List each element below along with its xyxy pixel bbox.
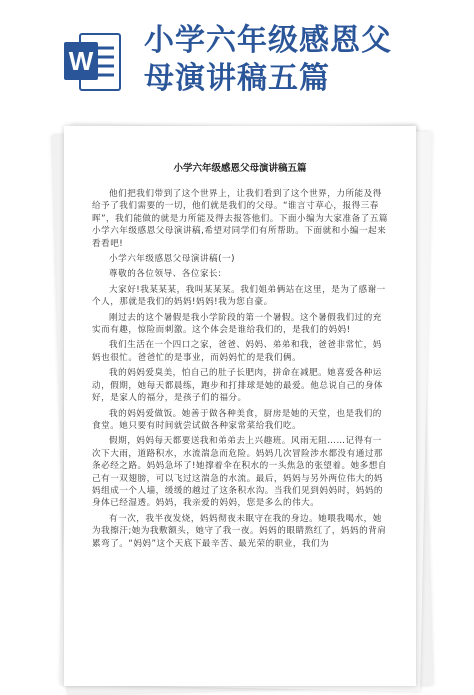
document-title: 小学六年级感恩父母演讲稿五篇 <box>173 163 307 174</box>
document-body <box>92 188 388 553</box>
word-document-icon <box>62 30 122 94</box>
paragraph: 我的妈妈爱做饭。她善于做各种美食，厨房是她的天堂，也是我们的食堂。她只要有时间就尝试做各种家常菜给我们吃。 <box>92 408 382 431</box>
header-banner <box>0 0 474 110</box>
page-title-line-2: 母演讲稿五篇 <box>144 61 330 96</box>
paragraph: 刚过去的这个暑假是我小学阶段的第一个暑假。这个暑假我们过的充实而有趣，惊险而刺激。这个体会是谁给我们的，是我们的妈妈! <box>92 312 382 336</box>
paragraph: 大家好!我某某某，我叫某某某。我们姐弟俩站在这里，是为了感谢一个人，那就是我们的妈妈!妈妈!我为您自豪。 <box>92 284 386 308</box>
page-title-line-1: 小学六年级感恩父 <box>144 23 392 58</box>
paragraph: 假期，妈妈每天都要送我和弟弟去上兴趣班。风雨无阻……记得有一次下大雨，道路积水，水流湍急而危险。妈妈几次冒险涉水都没有通过那条必经之路。妈妈急坏了!她撑着伞在积水的一头焦急的张望着。她多想自己有一双翅膀，可以飞过这湍急的水流。最后，妈妈与另外两位伟大的妈妈组成一个人墙，缓缓的越过了这条积水沟。当我们见到妈妈时，妈妈的身体已经湿透。妈妈，我亲爱的妈妈，您是多么的伟大。 <box>92 436 387 509</box>
salutation: 尊敬的各位领导、各位家长: <box>109 269 222 280</box>
paragraph: 我的妈妈爱臭美，怕自己的肚子长肥肉，拼命在减肥。她喜爱各种运动，假期，她每天都晨练，跑步和打排球是她的最爱。他总说自己的身体好，是家人的福分，是孩子们的福分。 <box>92 368 384 404</box>
section-heading: 小学六年级感恩父母演讲稿(一) <box>109 254 235 265</box>
document-page <box>64 126 416 686</box>
paragraph: 我们生活在一个四口之家，爸爸、妈妈、弟弟和我，爸爸非常忙，妈妈也很忙。爸爸忙的是事业，而妈妈忙的是我们俩。 <box>92 340 382 363</box>
paragraph: 他们把我们带到了这个世界上，让我们看到了这个世界，力所能及得给予了我们需要的一切，他们就是我们的父母。“谁言寸草心，报得三春晖”，我们能做的就是力所能及得去报答他们。下面小编为大家准备了五篇小学六年级感恩父母演讲稿,希望对同学们有所帮助。下面就和小编一起来看看吧! <box>92 189 388 249</box>
svg-text:W: W <box>68 46 94 76</box>
page-title <box>144 22 464 98</box>
paragraph: 有一次，我半夜发烧，妈妈彻夜未眠守在我的身边。她喂我喝水，她为我擦汗;她为我敷额头，她守了我一夜。妈妈的眼睛熬红了，妈妈的背肩累弯了。“妈妈”这个天底下最辛苦、最光荣的职业，我们为 <box>92 513 387 549</box>
